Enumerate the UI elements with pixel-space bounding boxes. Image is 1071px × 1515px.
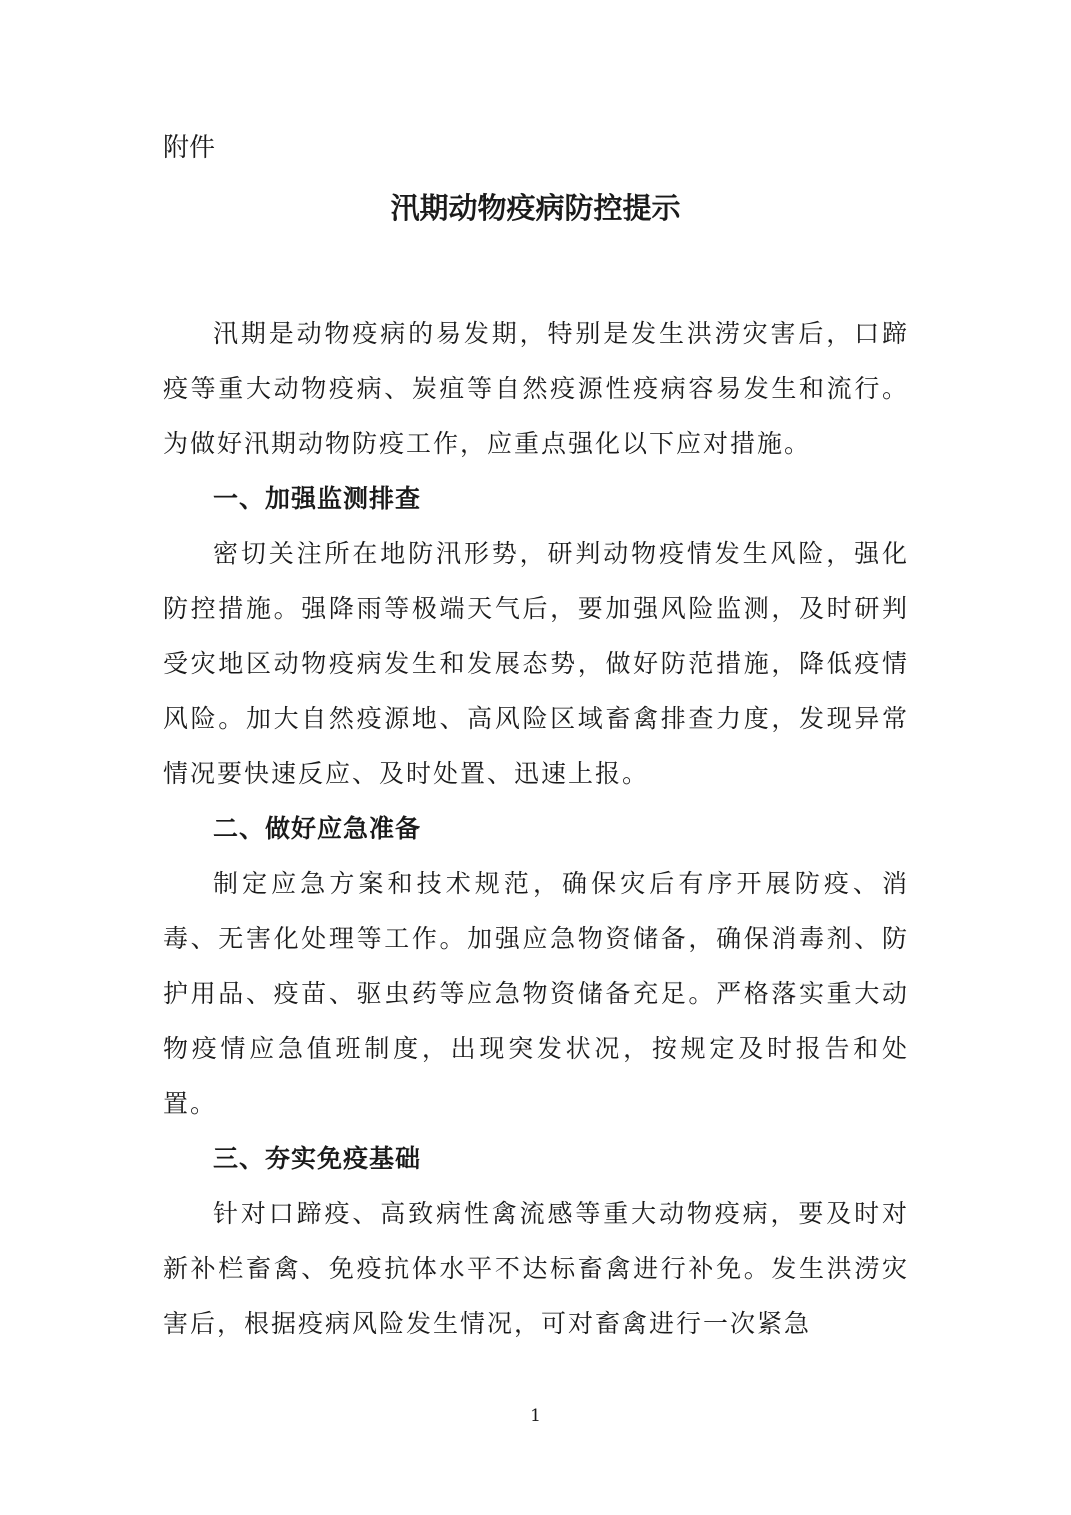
intro-paragraph: 汛期是动物疫病的易发期，特别是发生洪涝灾害后，口蹄疫等重大动物疫病、炭疽等自然疫源性疫病容易发生和流行。为做好汛期动物防疫工作，应重点强化以下应对措施。 — [163, 319, 909, 458]
section-paragraph-emergency: 制定应急方案和技术规范，确保灾后有序开展防疫、消毒、无害化处理等工作。加强应急物资储备，确保消毒剂、防护用品、疫苗、驱虫药等应急物资储备充足。严格落实重大动物疫情应急值班制度，出现突发状况，按规定及时报告和处置。 — [163, 869, 909, 1118]
section-paragraph-monitoring: 密切关注所在地防汛形势，研判动物疫情发生风险，强化防控措施。强降雨等极端天气后，要加强风险监测，及时研判受灾地区动物疫病发生和发展态势，做好防范措施，降低疫情风险。加大自然疫源地、高风险区域畜禽排查力度，发现异常情况要快速反应、及时处置、迅速上报。 — [163, 539, 909, 788]
section-paragraph-immunization: 针对口蹄疫、高致病性禽流感等重大动物疫病，要及时对新补栏畜禽、免疫抗体水平不达标畜禽进行补免。发生洪涝灾害后，根据疫病风险发生情况，可对畜禽进行一次紧急 — [163, 1199, 909, 1338]
section-heading-monitoring: 一、加强监测排查 — [213, 484, 422, 513]
attachment-label: 附件 — [163, 133, 216, 163]
document-body — [163, 306, 909, 1351]
page-number: 1 — [530, 1406, 541, 1426]
section-heading-emergency: 二、做好应急准备 — [213, 814, 422, 843]
section-heading-immunization: 三、夯实免疫基础 — [213, 1144, 422, 1173]
document-title: 汛期动物疫病防控提示 — [390, 191, 681, 225]
